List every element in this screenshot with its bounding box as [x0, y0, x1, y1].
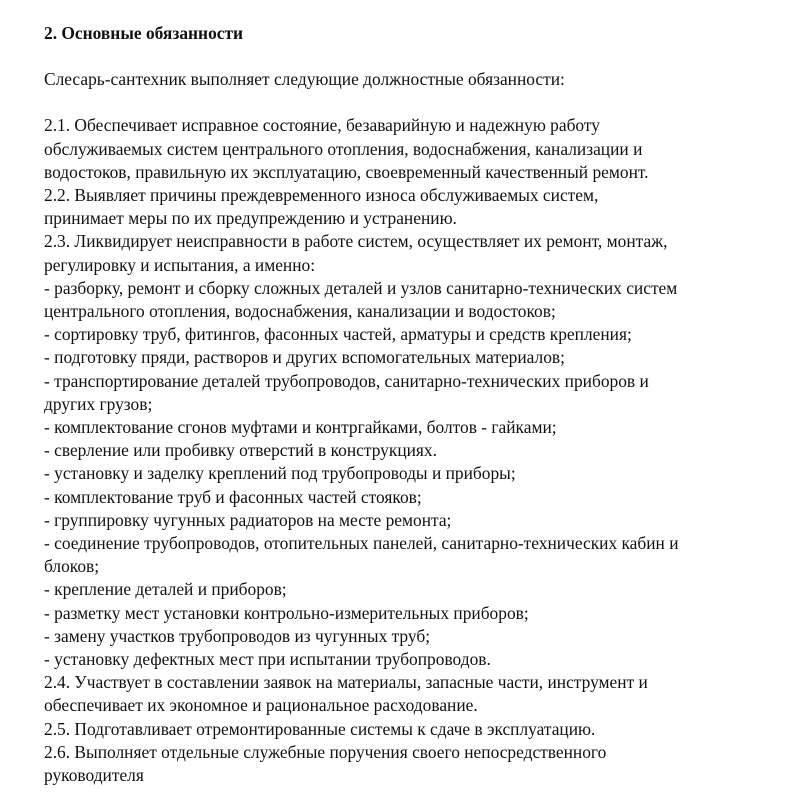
text-line: - установку и заделку креплений под трубопроводы и приборы; — [44, 463, 516, 484]
text-line: - подготовку пряди, растворов и других вспомогательных материалов; — [44, 347, 565, 368]
text-line: - соединение трубопроводов, отопительных панелей, санитарно-технических кабин и — [44, 533, 679, 554]
text-line: - комплектование сгонов муфтами и контргайками, болтов - гайками; — [44, 417, 557, 438]
text-line: - крепление деталей и приборов; — [44, 579, 287, 600]
text-line: - установку дефектных мест при испытании трубопроводов. — [44, 649, 491, 670]
text-line: - комплектование труб и фасонных частей стояков; — [44, 486, 422, 507]
text-line: - транспортирование деталей трубопроводов, санитарно-технических приборов и — [44, 370, 649, 391]
text-line: 2.1. Обеспечивает исправное состояние, безаварийную и надежную работу — [44, 115, 600, 136]
text-line: других грузов; — [44, 393, 153, 414]
text-line: 2.5. Подготавливает отремонтированные системы к сдаче в эксплуатацию. — [44, 718, 596, 739]
text-line: - разборку, ремонт и сборку сложных деталей и узлов санитарно-технических систем — [44, 277, 678, 298]
intro-paragraph: Слесарь-сантехник выполняет следующие должностные обязанности: — [44, 69, 565, 90]
text-line: центрального отопления, водоснабжения, канализации и водостоков; — [44, 301, 556, 322]
text-line: обеспечивает их экономное и рациональное расходование. — [44, 695, 478, 716]
text-line: - замену участков трубопроводов из чугунных труб; — [44, 625, 431, 646]
section-heading: 2. Основные обязанности — [44, 23, 244, 43]
text-line: 2.6. Выполняет отдельные служебные поручения своего непосредственного — [44, 741, 607, 762]
text-line: 2.3. Ликвидирует неисправности в работе систем, осуществляет их ремонт, монтаж, — [44, 231, 668, 252]
duties-list — [44, 114, 784, 787]
text-line: руководителя — [44, 765, 144, 786]
text-line: - сортировку труб, фитингов, фасонных частей, арматуры и средств крепления; — [44, 324, 632, 345]
text-line: 2.4. Участвует в составлении заявок на материалы, запасные части, инструмент и — [44, 672, 648, 693]
text-line: регулировку и испытания, а именно: — [44, 254, 316, 275]
text-line: блоков; — [44, 556, 100, 577]
text-line: принимает меры по их предупреждению и устранению. — [44, 208, 457, 229]
text-line: водостоков, правильную их эксплуатацию, своевременный качественный ремонт. — [44, 161, 649, 182]
text-line: - разметку мест установки контрольно-измерительных приборов; — [44, 602, 529, 623]
text-line: - группировку чугунных радиаторов на месте ремонта; — [44, 509, 452, 530]
text-line: обслуживаемых систем центрального отопления, водоснабжения, канализации и — [44, 138, 643, 159]
text-line: - сверление или пробивку отверстий в конструкциях. — [44, 440, 437, 461]
text-line: 2.2. Выявляет причины преждевременного износа обслуживаемых систем, — [44, 185, 599, 206]
document-page — [44, 22, 784, 787]
